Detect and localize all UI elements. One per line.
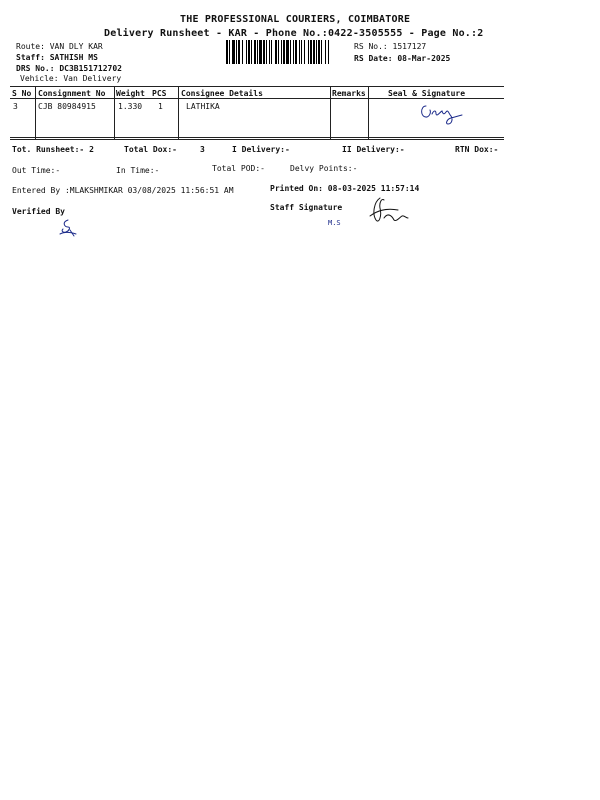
col-header-weight: Weight — [116, 89, 145, 98]
col-header-seal: Seal & Signature — [388, 89, 466, 98]
entered-by: Entered By :MLAKSHMIKAR 03/08/2025 11:56:51 AM — [12, 186, 234, 195]
runsheet-subtitle: Delivery Runsheet - KAR - Phone No.:0422-3505555 - Page No.:2 — [104, 28, 484, 39]
row-consignment: CJB 80984915 — [38, 102, 96, 111]
ii-delivery: II Delivery:- — [342, 145, 405, 154]
verifier-signature-image — [56, 218, 80, 244]
staff-text: Staff: SATHISH MS — [16, 53, 98, 62]
col-header-consignee: Consignee Details — [181, 89, 263, 98]
out-time: Out Time:- — [12, 166, 61, 175]
staff-signature-label: Staff Signature — [270, 203, 343, 212]
in-time: In Time:- — [116, 166, 160, 175]
receiver-signature-image — [418, 100, 470, 132]
row-pcs: 1 — [158, 102, 163, 111]
total-dox-value: 3 — [200, 145, 205, 154]
row-weight: 1.330 — [118, 102, 143, 111]
rs-number: RS No.: 1517127 — [354, 42, 427, 51]
staff-initials: M.S — [328, 219, 341, 227]
rs-date: RS Date: 08-Mar-2025 — [354, 54, 451, 63]
company-title: THE PROFESSIONAL COURIERS, COIMBATORE — [180, 14, 411, 25]
total-runsheet: Tot. Runsheet:- 2 — [12, 145, 94, 154]
col-header-consignment: Consignment No — [38, 89, 106, 98]
i-delivery: I Delivery:- — [232, 145, 290, 154]
rtn-dox: RTN Dox:- — [455, 145, 499, 154]
total-dox-label: Total Dox:- — [124, 145, 177, 154]
col-header-sno: S No — [12, 89, 32, 98]
row-consignee: LATHIKA — [186, 102, 220, 111]
delivery-points: Delvy Points:- — [290, 164, 358, 173]
col-header-pcs: PCS — [152, 89, 167, 98]
staff-signature-image — [366, 194, 410, 232]
col-header-remarks: Remarks — [332, 89, 366, 98]
row-sno: 3 — [13, 102, 18, 111]
drs-text: DRS No.: DC3B151712702 — [16, 64, 122, 73]
verified-by-label: Verified By — [12, 207, 65, 216]
route-text: Route: VAN DLY KAR — [16, 42, 103, 51]
printed-on: Printed On: 08-03-2025 11:57:14 — [270, 184, 420, 193]
vehicle-text: Vehicle: Van Delivery — [20, 74, 122, 83]
total-pod: Total POD:- — [212, 164, 265, 173]
barcode-image — [226, 40, 344, 64]
